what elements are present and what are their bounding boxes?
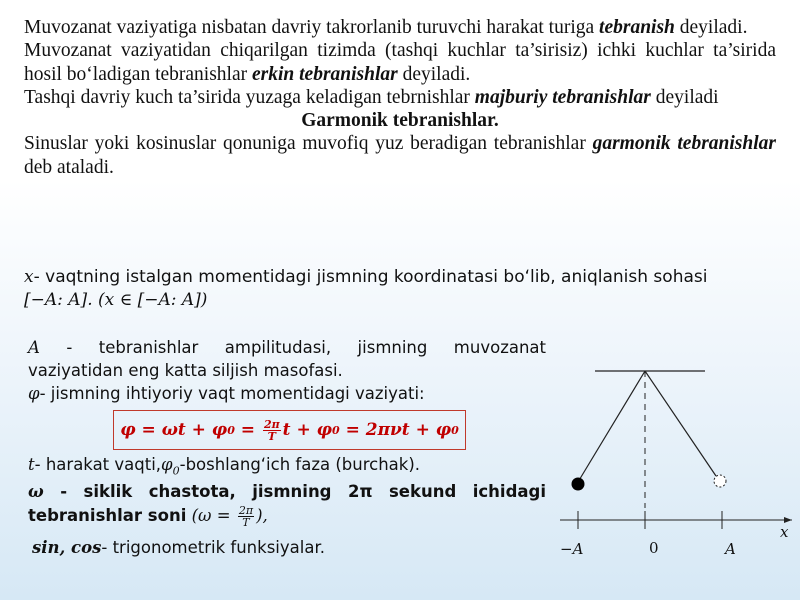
formula-t-phi: t + φ [282,420,332,440]
def-oscillation-text: Muvozanat vaziyatiga nisbatan davriy takrorlanib turuvchi harakat turiga [24,17,600,38]
trig-symbols: sin, cos [32,538,102,557]
omega-open: (ω = [186,506,236,525]
omega-close: ), [256,506,268,525]
omega-line-1 [28,480,546,504]
pendulum-bob-left [572,478,585,491]
intro-text-block [24,16,776,179]
trig-text: - trigonometrik funksiyalar. [101,538,325,557]
formula-eq3: = 2πνt + φ [339,420,452,440]
time-definition [28,455,420,477]
formula-eq2: = [234,420,261,440]
amp-line-1 [28,336,546,359]
amp-line-2: vaziyatidan eng katta siljish masofasi. [28,361,343,380]
def-harmonic-end: deb ataladi. [24,156,114,178]
term-tebranish: tebranish [599,17,675,38]
def-forced-text: Tashqi davriy kuch ta’sirida yuzaga keladigan tebrnishlar [24,86,475,108]
formula-fraction [263,419,281,442]
formula-frac-den: T [267,429,276,443]
x-symbol: x [24,267,34,287]
def-harmonic [24,132,776,179]
pendulum-string-left [578,371,645,482]
def-oscillation [24,16,776,39]
omega-line-2 [28,504,546,528]
t-symbol: t [28,455,35,474]
amp-text-1: - tebranishlar ampilitudasi, jismning muvozanat [66,338,547,357]
trig-definition [32,538,325,557]
label-x-axis: x [780,523,789,541]
label-neg-a: −A [560,540,584,558]
t-text: - harakat vaqti, [34,455,162,474]
omega-text-2: tebranishlar soni [28,506,187,525]
def-forced-oscillation [24,86,776,109]
phi-text: - jismning ihtiyoriy vaqt momentidagi vaziyati: [39,384,425,403]
x-definition [24,266,776,312]
formula-omega-t: ωt + φ [161,420,228,440]
x-definition-text: - vaqtning istalgan momentidagi jismning koordinatasi bo‘lib, aniqlanish sohasi [33,267,708,287]
phi0-sub: 0 [172,464,180,478]
def-forced-end: deyiladi [650,86,719,108]
omega-definition [28,480,546,528]
formula-phi: φ [120,420,136,440]
formula-sub0-a: 0 [227,423,235,437]
omega-text-1: - siklik chastota, jismning 2π sekund ichidagi [60,482,546,501]
phi-definition [28,382,546,405]
x-domain: [−A: A]. (x ∈ [−A: A]) [24,290,208,310]
omega-symbol: ω [28,482,44,501]
pendulum-string-right [645,371,716,476]
omega-frac-den: T [242,516,250,529]
def-free-text: Muvozanat vaziyatidan chiqarilgan tizimda (tashqi kuchlar ta’sirisiz) ichki kuchlar ta’sirida hosil bo‘ladigan tebranishlar [24,40,776,85]
phase-formula [113,410,466,450]
section-title: Garmonik tebranishlar. [301,110,499,132]
phi0-text: -boshlang‘ich faza (burchak). [179,455,421,474]
phi-symbol: φ [28,384,40,403]
label-zero: 0 [649,539,659,557]
amp-symbol: A [28,338,40,357]
omega-frac-num: 2π [238,504,254,517]
formula-frac-num: 2π [263,417,280,431]
def-free-oscillation [24,39,776,86]
label-a: A [725,540,736,558]
term-garmonik: garmonik tebranishlar [592,133,776,155]
formula-sub0-c: 0 [451,423,459,437]
def-oscillation-end: deyiladi. [674,17,748,38]
amplitude-definition [28,336,546,405]
def-free-end: deyiladi. [397,63,471,85]
term-majburiy: majburiy tebranishlar [474,86,651,108]
pendulum-diagram [560,360,800,570]
pendulum-bob-right [714,475,726,487]
def-harmonic-text: Sinuslar yoki kosinuslar qonuniga muvofiq yuz beradigan tebranishlar [24,133,593,155]
term-erkin: erkin tebranishlar [251,63,398,85]
formula-eq1: = [135,420,162,440]
formula-sub0-b: 0 [332,423,340,437]
omega-fraction [238,505,254,528]
phi0-symbol: φ [161,455,173,474]
